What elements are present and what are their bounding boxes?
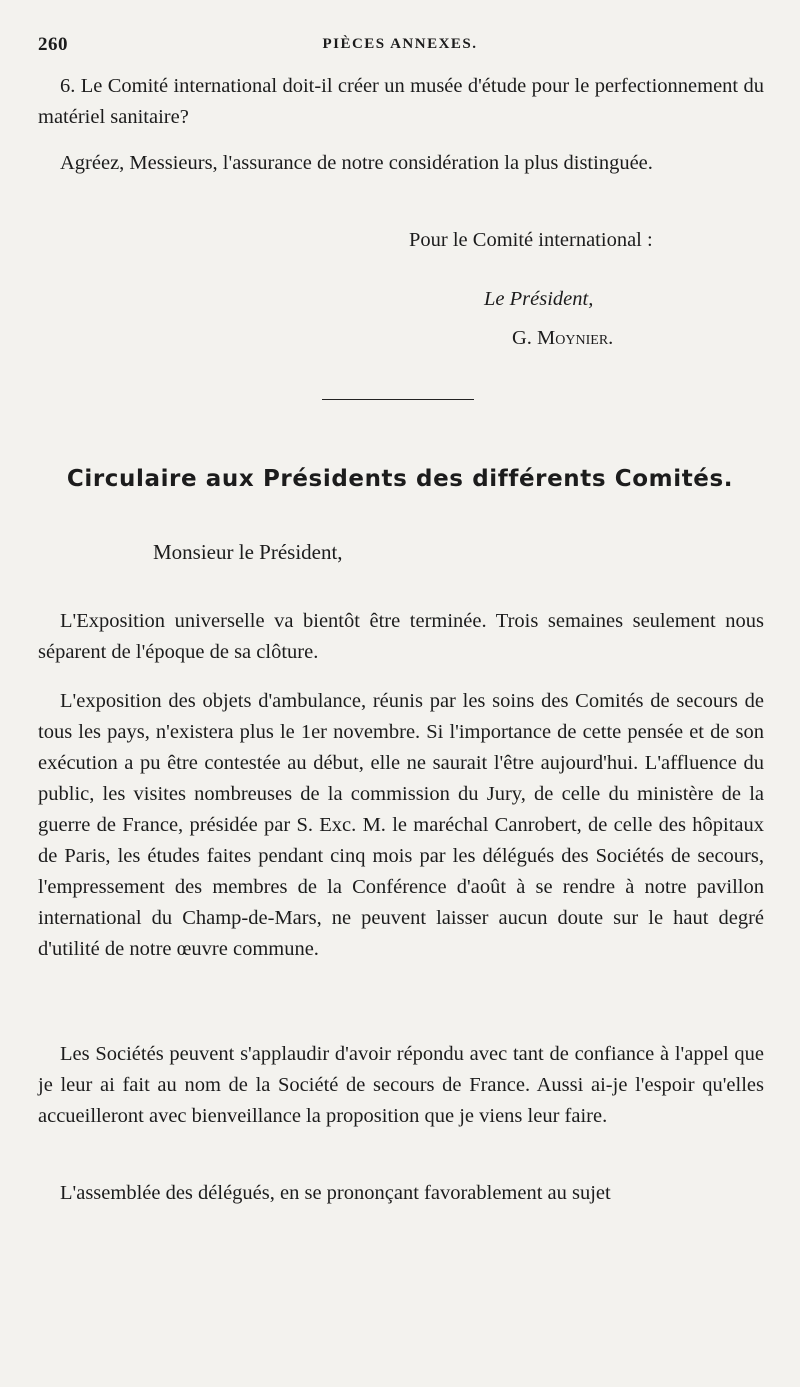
salutation: Monsieur le Président, — [153, 540, 343, 564]
paragraph-1: L'Exposition universelle va bientôt être terminée. Trois semaines seulement nous séparent de l'époque de sa clôture. — [38, 610, 764, 663]
page-header — [38, 34, 762, 60]
paragraph-4: L'assemblée des délégués, en se prononçant favorablement au sujet — [60, 1182, 611, 1204]
section-divider — [322, 399, 474, 400]
question-six: 6. Le Comité international doit-il créer un musée d'étude pour le perfectionnement du matériel sanitaire? — [38, 75, 764, 128]
page-number: 260 — [38, 34, 68, 55]
closing-formula: Agréez, Messieurs, l'assurance de notre considération la plus distinguée. — [60, 152, 653, 174]
signature-for-line: Pour le Comité international : — [409, 229, 653, 251]
signature-name: G. Moynier. — [512, 327, 614, 349]
paragraph-3: Les Sociétés peuvent s'applaudir d'avoir répondu avec tant de confiance à l'appel que je leur ai fait au nom de la Société de secours de France. Aussi ai-je l'espoir qu'elles accueilleront avec bienveillance la proposition que je viens leur faire. — [38, 1043, 764, 1127]
circular-title: Circulaire aux Présidents des différents Comités. — [66, 466, 734, 492]
running-title: PIÈCES ANNEXES. — [322, 36, 478, 52]
paragraph-2: L'exposition des objets d'ambulance, réunis par les soins des Comités de secours de tous les pays, n'existera plus le 1er novembre. Si l'importance de cette pensée et de son exécution a pu être contestée au début, elle ne saurait l'être aujourd'hui. L'affluence du public, les visites nombreuses de la commission du Jury, de celle du ministère de la guerre de France, présidée par S. Exc. M. le maréchal Canrobert, de celle des hôpitaux de Paris, les études faites pendant cinq mois par les délégués des Sociétés de secours, l'empressement des membres de la Conférence d'août à se rendre à notre pavillon international du Champ-de-Mars, ne peuvent laisser aucun doute sur le haut degré d'utilité de notre œuvre commune. — [38, 690, 764, 960]
signature-role: Le Président, — [484, 288, 594, 310]
